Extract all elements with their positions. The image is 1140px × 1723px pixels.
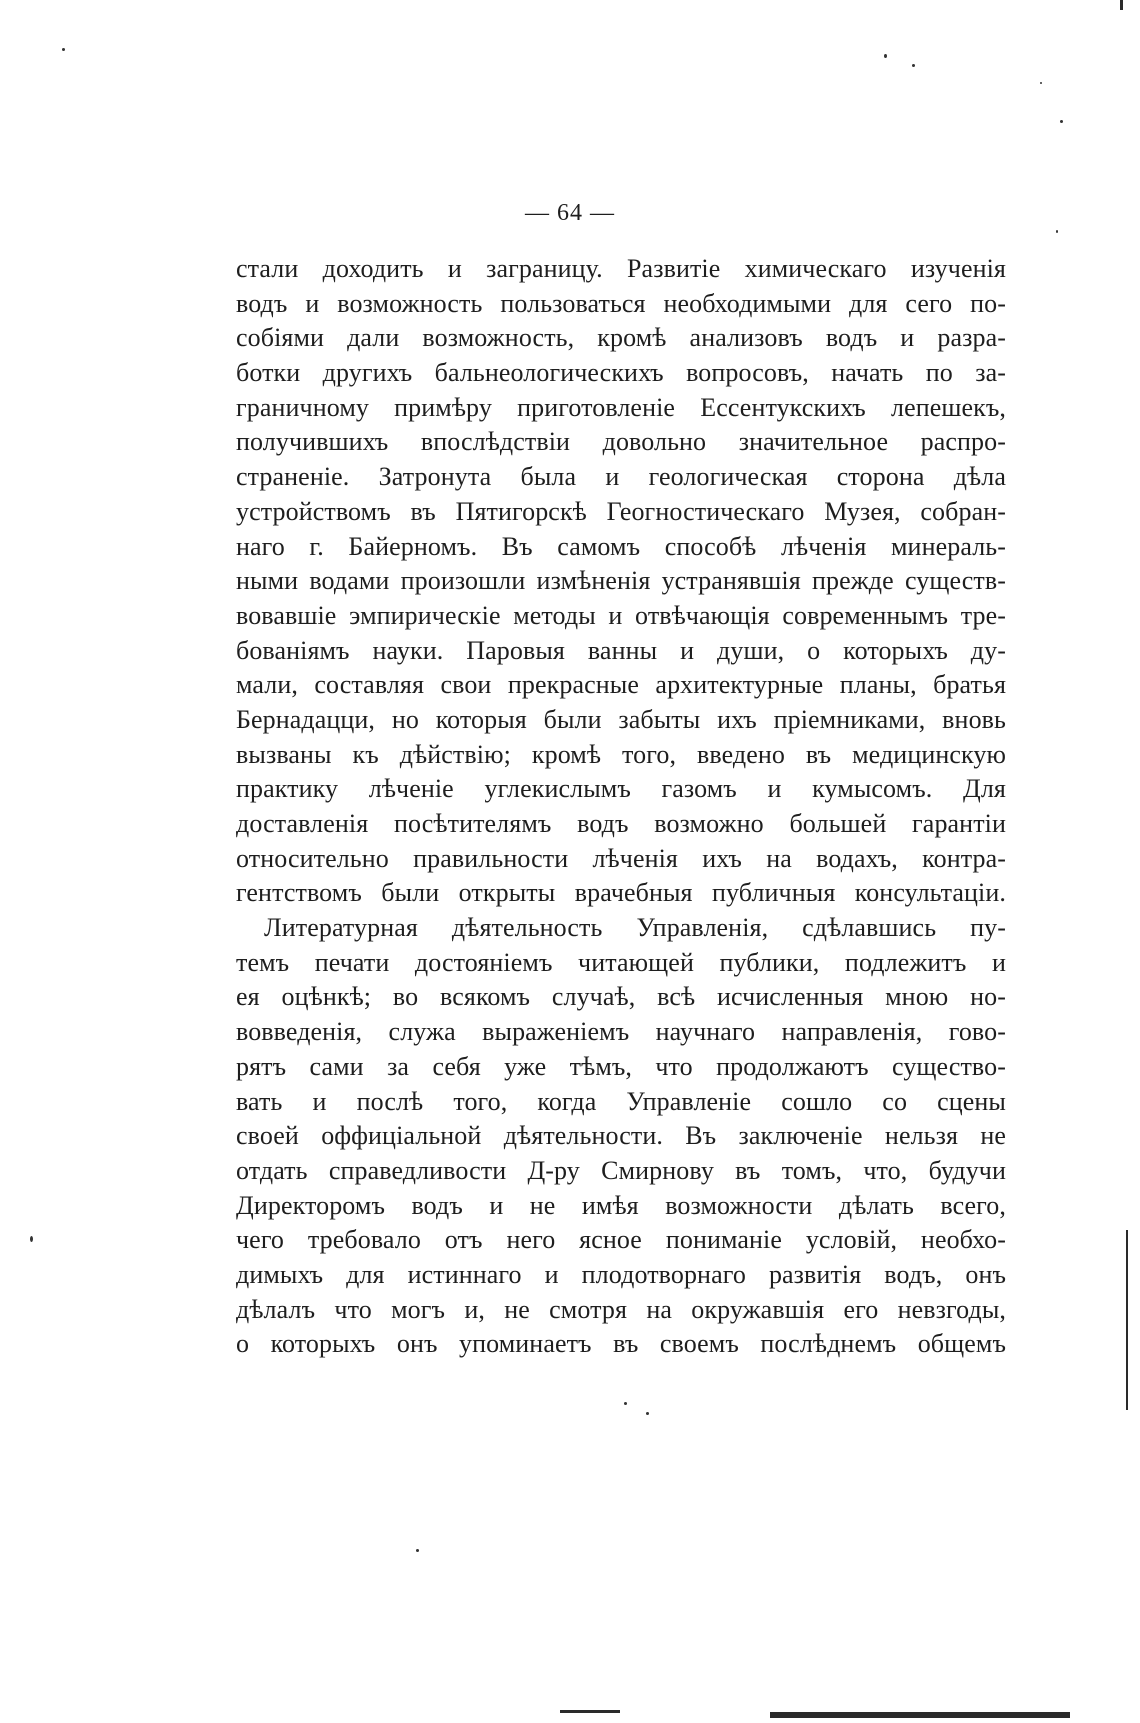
scan-edge-mark (1120, 0, 1123, 10)
scan-speck (1056, 230, 1058, 233)
body-text (236, 252, 1006, 1362)
text-line: рятъ сами за себя уже тѣмъ, что продолжаютъ существо- (236, 1051, 1006, 1081)
text-line: Бернадацци, но которыя были забыты ихъ пріемниками, вновь (236, 704, 1006, 734)
scan-speck (30, 1236, 33, 1242)
text-line: своей оффиціальной дѣятельности. Въ заключеніе нельзя не (236, 1121, 1006, 1151)
scan-speck (416, 1549, 419, 1552)
text-line: о которыхъ онъ упоминаетъ въ своемъ послѣднемъ общемъ (236, 1329, 1006, 1359)
scan-speck (1040, 82, 1042, 84)
text-line: получившихъ впослѣдствіи довольно значительное распро- (236, 427, 1006, 457)
text-line: практику лѣченіе углекислымъ газомъ и кумысомъ. Для (236, 774, 1006, 804)
text-line: собіями дали возможность, кромѣ анализовъ водъ и разра- (236, 323, 1006, 353)
text-line: ботки другихъ бальнеологическихъ вопросовъ, начать по за- (236, 358, 1006, 388)
text-line: гентствомъ были открыты врачебныя публичныя консультаціи. (236, 878, 1006, 908)
text-line: вовавшіе эмпирическіе методы и отвѣчающія современнымъ тре- (236, 600, 1006, 630)
text-line: вызваны къ дѣйствію; кромѣ того, введено въ медицинскую (236, 739, 1006, 769)
scan-edge-mark (770, 1712, 1070, 1718)
text-line: чего требовало отъ него ясное пониманіе условій, необхо- (236, 1225, 1006, 1255)
scan-speck (884, 54, 887, 58)
paragraph-1 (236, 252, 1006, 911)
scan-speck (62, 48, 65, 51)
text-line: водъ и возможность пользоваться необходимыми для сего по- (236, 288, 1006, 318)
text-line: устройствомъ въ Пятигорскѣ Геогностическаго Музея, собран- (236, 496, 1006, 526)
text-line: мали, составляя свои прекрасные архитектурные планы, братья (236, 670, 1006, 700)
text-line: доставленія посѣтителямъ водъ возможно большей гарантіи (236, 809, 1006, 838)
page-number: — 64 — (525, 200, 615, 226)
text-line: Директоромъ водъ и не имѣя возможности дѣлать всего, (236, 1190, 1006, 1220)
paragraph-2 (236, 911, 1006, 1362)
text-line: димыхъ для истиннаго и плодотворнаго развитія водъ, онъ (236, 1259, 1006, 1289)
scan-edge-mark (560, 1710, 620, 1713)
scan-speck (624, 1402, 627, 1405)
text-line: граничному примѣру приготовленіе Ессентукскихъ лепешекъ, (236, 392, 1006, 422)
text-line: ными водами произошли измѣненія устранявшія прежде существ- (236, 566, 1006, 596)
scan-edge-mark (1126, 1230, 1128, 1410)
text-line: ея оцѣнкѣ; во всякомъ случаѣ, всѣ исчисленныя мною но- (236, 982, 1006, 1012)
text-line: Литературная дѣятельность Управленія, сдѣлавшись пу- (264, 913, 1006, 943)
scan-speck (1060, 120, 1063, 123)
scan-speck (912, 64, 915, 67)
text-line: дѣлалъ что могъ и, не смотря на окружавшія его невзгоды, (236, 1294, 1006, 1324)
text-line: относительно правильности лѣченія ихъ на водахъ, контра- (236, 843, 1006, 873)
text-line: отдать справедливости Д-ру Смирнову въ томъ, что, будучи (236, 1155, 1006, 1185)
text-line: страненіе. Затронута была и геологическая сторона дѣла (236, 462, 1006, 492)
text-line: темъ печати достояніемъ читающей публики, подлежитъ и (236, 947, 1006, 977)
scan-speck (646, 1412, 649, 1415)
text-line: вать и послѣ того, когда Управленіе сошло со сцены (236, 1086, 1006, 1116)
text-line: стали доходить и заграницу. Развитіе химическаго изученія (236, 254, 1006, 283)
text-line: наго г. Байерномъ. Въ самомъ способѣ лѣченія минераль- (236, 531, 1006, 561)
text-line: вовведенія, служа выраженіемъ научнаго направленія, гово- (236, 1017, 1006, 1047)
text-line: бованіямъ науки. Паровыя ванны и души, о которыхъ ду- (236, 635, 1006, 665)
